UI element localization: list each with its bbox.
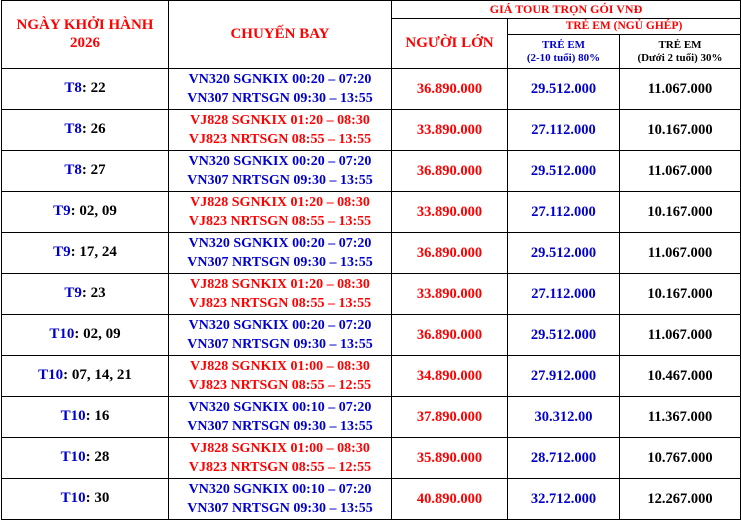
infant-price: 10.167.000 — [620, 192, 741, 233]
departure-date-cell — [2, 69, 169, 110]
return-flight: VN307 NRTSGN 09:30 – 13:55 — [187, 255, 373, 270]
infant-price: 10.167.000 — [620, 110, 741, 151]
child-price: 30.312.00 — [508, 397, 620, 438]
departure-header-line1: NGÀY KHỞI HÀNH — [16, 17, 154, 34]
child-price: 27.912.000 — [508, 356, 620, 397]
child-price: 27.112.000 — [508, 110, 620, 151]
child-header-line2: (2-10 tuổi) 80% — [526, 51, 601, 64]
child-shared-header: TRẺ EM (NGỦ GHÉP) — [508, 19, 741, 35]
outbound-flight: VJ828 SGNKIX 01:00 – 08:30 — [190, 359, 370, 374]
adult-price: 36.890.000 — [392, 151, 508, 192]
flight-cell — [169, 233, 392, 274]
outbound-flight: VN320 SGNKIX 00:10 – 07:20 — [188, 482, 372, 497]
flight-cell — [169, 110, 392, 151]
departure-days: : 23 — [81, 285, 106, 302]
flight-cell — [169, 356, 392, 397]
infant-price: 10.767.000 — [620, 438, 741, 479]
departure-days: : 17, 24 — [70, 244, 117, 261]
departure-date-cell — [2, 356, 169, 397]
package-price-header: GIÁ TOUR TRỌN GÓI VNĐ — [392, 1, 741, 19]
departure-days: : 02, 09 — [74, 326, 121, 343]
outbound-flight: VJ828 SGNKIX 01:20 – 08:30 — [190, 113, 370, 128]
adult-price: 33.890.000 — [392, 110, 508, 151]
departure-header-year: 2026 — [70, 34, 100, 51]
departure-date-cell — [2, 151, 169, 192]
child-price: 27.112.000 — [508, 192, 620, 233]
child-price: 28.712.000 — [508, 438, 620, 479]
outbound-flight: VN320 SGNKIX 00:10 – 07:20 — [188, 400, 372, 415]
tour-price-table — [1, 0, 741, 520]
departure-month: T8 — [64, 80, 82, 97]
child-price: 29.512.000 — [508, 315, 620, 356]
outbound-flight: VN320 SGNKIX 00:20 – 07:20 — [188, 236, 372, 251]
departure-month: T9 — [53, 244, 71, 261]
departure-date-cell — [2, 479, 169, 520]
adult-price: 33.890.000 — [392, 192, 508, 233]
table-row — [2, 315, 741, 356]
return-flight: VN307 NRTSGN 09:30 – 13:55 — [187, 91, 373, 106]
departure-date-cell — [2, 192, 169, 233]
infant-header-line2: (Dưới 2 tuổi) 30% — [637, 51, 723, 64]
outbound-flight: VN320 SGNKIX 00:20 – 07:20 — [188, 72, 372, 87]
adult-price: 36.890.000 — [392, 69, 508, 110]
departure-days: : 28 — [85, 449, 110, 466]
departure-month: T10 — [60, 490, 86, 507]
departure-date-cell — [2, 274, 169, 315]
return-flight: VN307 NRTSGN 09:30 – 13:55 — [187, 173, 373, 188]
outbound-flight: VJ828 SGNKIX 01:20 – 08:30 — [190, 195, 370, 210]
infant-price: 10.467.000 — [620, 356, 741, 397]
table-row — [2, 110, 741, 151]
child-price: 29.512.000 — [508, 233, 620, 274]
flight-cell — [169, 274, 392, 315]
infant-price: 11.067.000 — [620, 233, 741, 274]
table-row — [2, 151, 741, 192]
adult-price: 36.890.000 — [392, 233, 508, 274]
infant-price: 11.367.000 — [620, 397, 741, 438]
departure-month: T9 — [53, 203, 71, 220]
departure-month: T10 — [49, 326, 75, 343]
departure-date-cell — [2, 315, 169, 356]
child-price: 27.112.000 — [508, 274, 620, 315]
adult-price: 33.890.000 — [392, 274, 508, 315]
adult-header: NGƯỜI LỚN — [392, 19, 508, 69]
flight-cell — [169, 315, 392, 356]
flight-cell — [169, 69, 392, 110]
return-flight: VJ823 NRTSGN 08:55 – 13:55 — [188, 132, 372, 147]
departure-date-cell — [2, 397, 169, 438]
outbound-flight: VJ828 SGNKIX 01:00 – 08:30 — [190, 441, 370, 456]
child-header — [508, 35, 620, 69]
table-row — [2, 479, 741, 520]
outbound-flight: VN320 SGNKIX 00:20 – 07:20 — [188, 318, 372, 333]
table-row — [2, 438, 741, 479]
table-row — [2, 356, 741, 397]
outbound-flight: VJ828 SGNKIX 01:20 – 08:30 — [190, 277, 370, 292]
return-flight: VJ823 NRTSGN 08:55 – 12:55 — [188, 460, 372, 475]
infant-price: 11.067.000 — [620, 151, 741, 192]
child-header-line1: TRẺ EM — [541, 39, 586, 52]
table-row — [2, 274, 741, 315]
return-flight: VN307 NRTSGN 09:30 – 13:55 — [187, 501, 373, 516]
infant-price: 10.167.000 — [620, 274, 741, 315]
infant-header-line1: TRẺ EM — [658, 39, 702, 52]
departure-days: : 26 — [81, 121, 106, 138]
departure-days: : 07, 14, 21 — [63, 367, 132, 384]
return-flight: VJ823 NRTSGN 08:55 – 13:55 — [188, 214, 372, 229]
departure-days: : 27 — [81, 162, 106, 179]
return-flight: VJ823 NRTSGN 08:55 – 13:55 — [188, 296, 372, 311]
infant-price: 11.067.000 — [620, 315, 741, 356]
return-flight: VN307 NRTSGN 09:30 – 13:55 — [187, 419, 373, 434]
flight-cell — [169, 192, 392, 233]
departure-date-cell — [2, 233, 169, 274]
adult-price: 34.890.000 — [392, 356, 508, 397]
departure-month: T9 — [64, 285, 82, 302]
departure-days: : 02, 09 — [70, 203, 117, 220]
infant-price: 11.067.000 — [620, 69, 741, 110]
adult-price: 37.890.000 — [392, 397, 508, 438]
departure-month: T8 — [64, 162, 82, 179]
table-row — [2, 192, 741, 233]
outbound-flight: VN320 SGNKIX 00:20 – 07:20 — [188, 154, 372, 169]
flight-cell — [169, 151, 392, 192]
table-row — [2, 397, 741, 438]
flight-cell — [169, 438, 392, 479]
departure-month: T10 — [60, 408, 86, 425]
departure-days: : 30 — [85, 490, 110, 507]
departure-month: T10 — [38, 367, 64, 384]
table-row — [2, 233, 741, 274]
departure-date-cell — [2, 110, 169, 151]
adult-price: 36.890.000 — [392, 315, 508, 356]
departure-month: T8 — [64, 121, 82, 138]
adult-price: 40.890.000 — [392, 479, 508, 520]
infant-header — [620, 35, 741, 69]
flight-cell — [169, 397, 392, 438]
return-flight: VN307 NRTSGN 09:30 – 13:55 — [187, 337, 373, 352]
departure-days: : 22 — [81, 80, 106, 97]
child-price: 29.512.000 — [508, 69, 620, 110]
flight-header: CHUYẾN BAY — [169, 1, 392, 69]
adult-price: 35.890.000 — [392, 438, 508, 479]
table-body — [2, 69, 741, 520]
departure-month: T10 — [60, 449, 86, 466]
departure-date-cell — [2, 438, 169, 479]
departure-date-header — [2, 1, 169, 69]
table-row — [2, 69, 741, 110]
departure-days: : 16 — [85, 408, 110, 425]
infant-price: 12.267.000 — [620, 479, 741, 520]
return-flight: VJ823 NRTSGN 08:55 – 12:55 — [188, 378, 372, 393]
flight-cell — [169, 479, 392, 520]
child-price: 32.712.000 — [508, 479, 620, 520]
child-price: 29.512.000 — [508, 151, 620, 192]
